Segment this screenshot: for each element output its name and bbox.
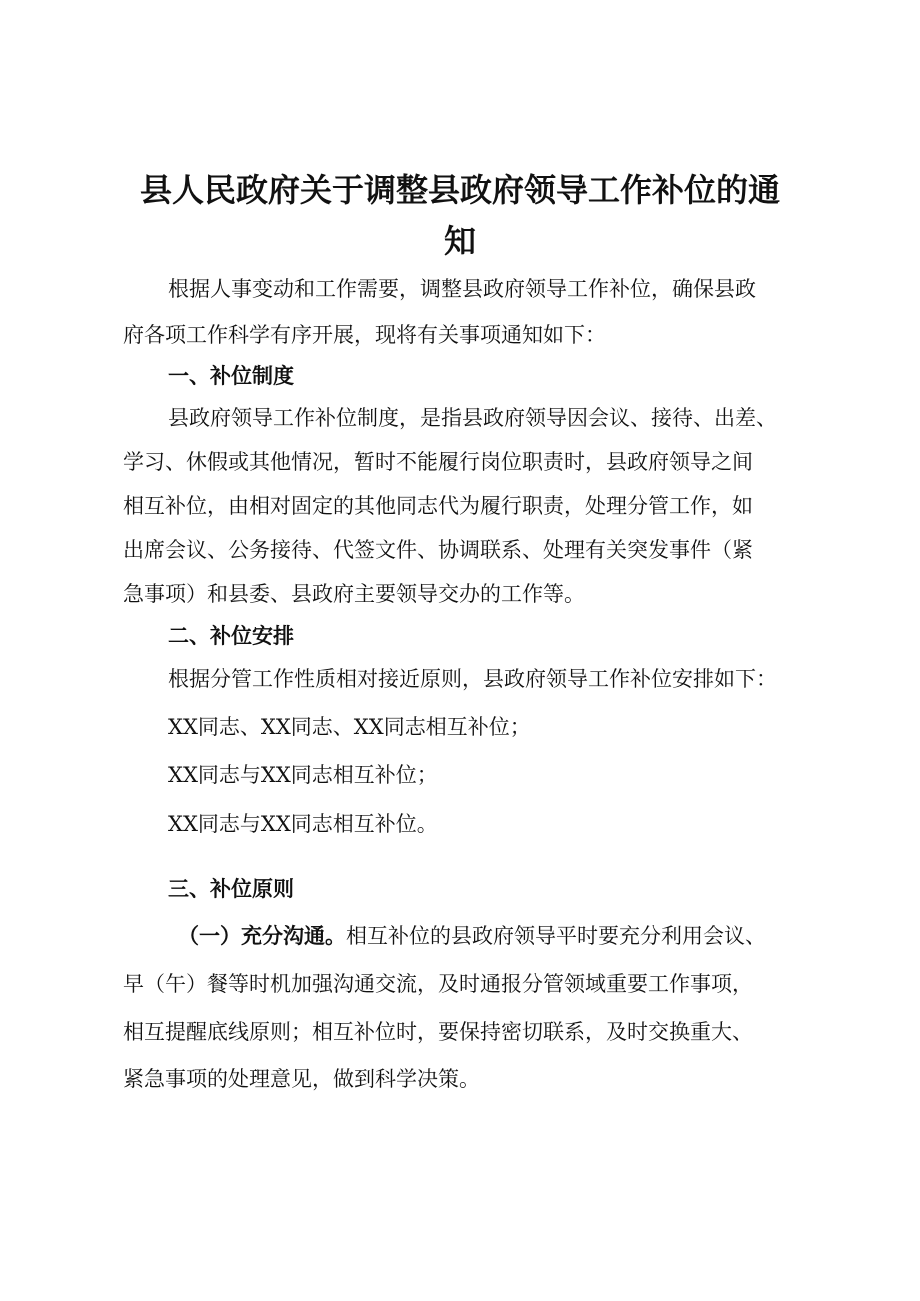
section-2-line-3: XX同志与XX同志相互补位； <box>168 763 438 787</box>
section-1-line-2: 学习、休假或其他情况，暂时不能履行岗位职责时，县政府领导之间 <box>123 450 753 474</box>
intro-line-1: 根据人事变动和工作需要，调整县政府领导工作补位，确保县政 <box>168 277 756 301</box>
section-1-line-3: 相互补位，由相对固定的其他同志代为履行职责，处理分管工作，如 <box>123 494 753 518</box>
section-3-item-1-line-1 <box>178 921 766 951</box>
section-2-line-1: 根据分管工作性质相对接近原则，县政府领导工作补位安排如下： <box>168 667 777 691</box>
section-1-line-4: 出席会议、公务接待、代签文件、协调联系、处理有关突发事件（紧 <box>123 538 753 562</box>
intro-line-2: 府各项工作科学有序开展，现将有关事项通知如下： <box>123 323 606 347</box>
section-2-heading: 二、补位安排 <box>168 624 294 648</box>
section-2-line-4: XX同志与XX同志相互补位。 <box>168 812 438 836</box>
section-3-item-1-text: 相互补位的县政府领导平时要充分利用会议、 <box>346 924 766 948</box>
section-2-line-2: XX同志、XX同志、XX同志相互补位； <box>168 715 531 739</box>
document-title-line-2: 知 <box>443 222 476 260</box>
section-1-line-5: 急事项）和县委、县政府主要领导交办的工作等。 <box>123 582 585 606</box>
section-3-line-3: 相互提醒底线原则；相互补位时，要保持密切联系，及时交换重大、 <box>123 1020 753 1044</box>
section-3-line-2: 早（午）餐等时机加强沟通交流，及时通报分管领域重要工作事项， <box>123 972 753 996</box>
section-1-heading: 一、补位制度 <box>168 364 294 388</box>
section-1-line-1: 县政府领导工作补位制度，是指县政府领导因会议、接待、出差、 <box>168 406 777 430</box>
section-3-heading: 三、补位原则 <box>168 877 294 901</box>
document-title-line-1: 县人民政府关于调整县政府领导工作补位的通 <box>139 171 780 209</box>
section-3-line-4: 紧急事项的处理意见，做到科学决策。 <box>123 1067 480 1091</box>
section-3-item-1-label: （一）充分沟通。 <box>178 923 346 948</box>
